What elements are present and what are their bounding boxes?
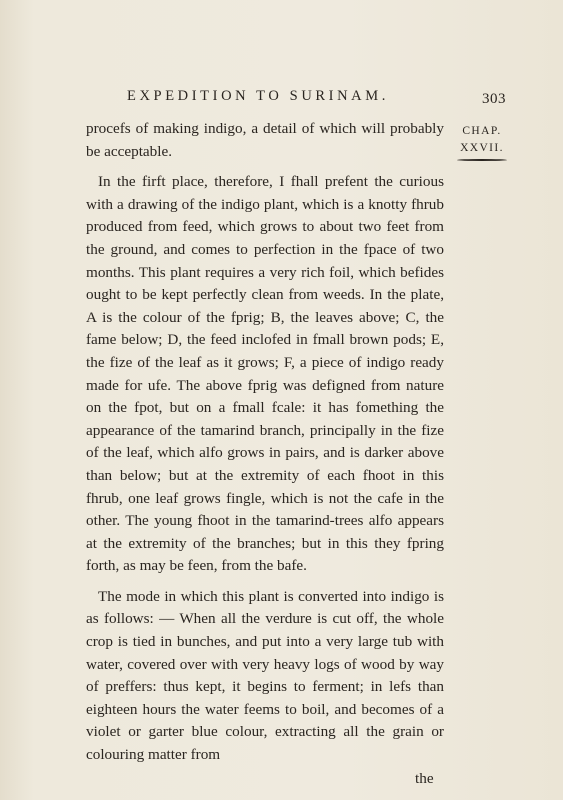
catchword: the: [415, 770, 434, 787]
page-number: 303: [482, 91, 506, 107]
paragraph-indigo-plant: In the firft place, therefore, I fhall prefent the curious with a drawing of the indigo plant, which is a knotty fhrub produced from feed, which grows to about two feet from the ground, and comes to perfection in the fpace of two months. This plant requires a very rich foil, which befides ought to be kept perfectly clean from weeds. In the plate, A is the colour of the fprig; B, the leaves above; C, the fame below; D, the feed inclofed in fmall brown pods; E, the fize of the leaf as it grows; F, a piece of indigo ready made for ufe. The above fprig was defigned from nature on the fpot, but on a fmall fcale: it has fomething the appearance of the tamarind branch, principally in the fize of the leaf, which alfo grows in pairs, and is darker above than below; but at the extremity of each fhoot in this fhrub, one leaf grows fingle, which is not the cafe in the other. The young fhoot in the tamarind-trees alfo appears at the extremity of the branches; but in this they fpring forth, as may be feen, from the bafe.: [86, 173, 444, 575]
paragraph-conversion: The mode in which this plant is converted into indigo is as follows: — When all the verdure is cut off, the whole crop is tied in bunches, and put into a very large tub with water, covered over with very heavy logs of wood by way of preffers: thus kept, it begins to ferment; in lefs than eighteen hours the water feems to boil, and becomes of a violet or garter blue colour, extracting all the grain or colouring matter from: [86, 587, 444, 764]
chapter-rule: [457, 159, 507, 161]
running-head: EXPEDITION TO SURINAM.: [127, 88, 389, 104]
body-text: [86, 118, 444, 767]
margin-chapter-note: [452, 123, 512, 161]
chapter-number: XXVII.: [460, 142, 504, 154]
chapter-label: CHAP.: [462, 125, 502, 137]
paragraph-continuation: procefs of making indigo, a detail of which will probably be acceptable.: [86, 120, 444, 160]
